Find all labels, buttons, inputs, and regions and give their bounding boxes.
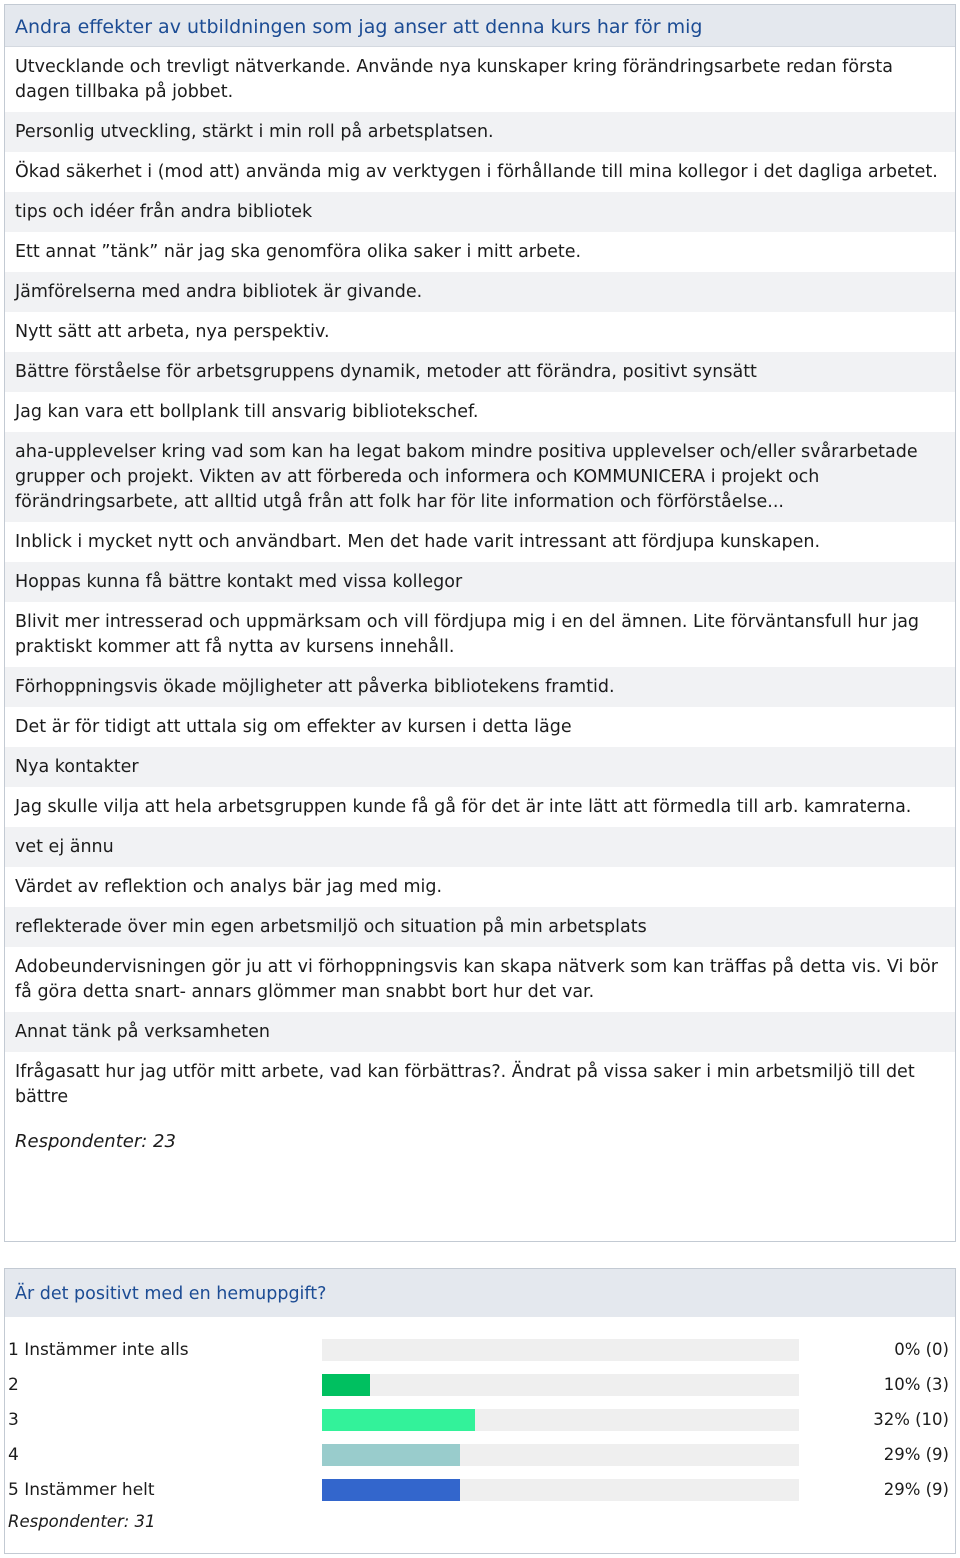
response-row: tips och idéer från andra bibliotek [5,192,955,232]
respondents-count: Respondenter: 23 [15,1131,176,1152]
response-row: reflekterade över min egen arbetsmiljö och situation på min arbetsplats [5,907,955,947]
bar-value-label: 29% (9) [883,1480,949,1499]
bar [322,1479,460,1501]
bar-track [322,1444,799,1466]
response-row: Det är för tidigt att uttala sig om effekter av kursen i detta läge [15,716,572,737]
bar-value-label: 32% (10) [873,1410,949,1429]
response-row: Blivit mer intresserad och uppmärksam och vill fördjupa mig i en del ämnen. Lite förväntansfull hur jag praktiskt kommer att få nytta av kursens innehåll. [15,611,920,657]
effects-header: Andra effekter av utbildningen som jag anser att denna kurs har för mig [5,5,955,47]
chart-panel [4,1268,956,1554]
bar-category-label: 3 [8,1410,19,1430]
response-row: Nya kontakter [5,747,955,787]
response-row: Förhoppningsvis ökade möjligheter att påverka bibliotekens framtid. [5,667,955,707]
bar-row [5,1337,955,1363]
response-row: Inblick i mycket nytt och användbart. Men det hade varit intressant att fördjupa kunskapen. [15,531,821,552]
response-row: Nytt sätt att arbeta, nya perspektiv. [15,321,330,342]
response-row: Jag skulle vilja att hela arbetsgruppen kunde få gå för det är inte lätt att förmedla till arb. kamraterna. [15,796,912,817]
bar [322,1374,370,1396]
response-row: Hoppas kunna få bättre kontakt med vissa kollegor [5,562,955,602]
response-row: aha-upplevelser kring vad som kan ha legat bakom mindre positiva upplevelser och/eller svårarbetade grupper och projekt. Vikten av att förbereda och informera och KOMMUNICERA i projekt och förändringsarbete, att alltid utgå från att folk har för lite information och förförståelse... [5,432,955,522]
chart-respondents-count: Respondenter: 31 [8,1512,156,1531]
effects-panel [4,4,956,1242]
response-list [5,47,955,1117]
response-row: Adobeundervisningen gör ju att vi förhoppningsvis kan skapa nätverk som kan träffas på detta vis. Vi bör få göra detta snart- annars glömmer man snabbt bort hur det var. [15,956,938,1002]
response-row: Bättre förståelse för arbetsgruppens dynamik, metoder att förändra, positivt synsätt [5,352,955,392]
bar-value-label: 29% (9) [883,1445,949,1464]
bar-row [5,1407,955,1433]
response-row: Ifrågasatt hur jag utför mitt arbete, vad kan förbättras?. Ändrat på vissa saker i min arbetsmiljö till det bättre [15,1061,915,1107]
bar-row [5,1442,955,1468]
response-row: Personlig utveckling, stärkt i min roll på arbetsplatsen. [5,112,955,152]
response-row: vet ej ännu [5,827,955,867]
bar-value-label: 10% (3) [883,1375,949,1394]
bar-track [322,1339,799,1361]
response-row: Utvecklande och trevligt nätverkande. Använde nya kunskaper kring förändringsarbete redan första dagen tillbaka på jobbet. [15,56,893,102]
bar-category-label: 1 Instämmer inte alls [8,1340,189,1360]
bar [322,1409,475,1431]
response-row: Jämförelserna med andra bibliotek är givande. [5,272,955,312]
chart-title: Är det positivt med en hemuppgift? [5,1269,955,1317]
bar-category-label: 4 [8,1445,19,1465]
response-row: Jag kan vara ett bollplank till ansvarig bibliotekschef. [15,401,479,422]
response-row: Värdet av reflektion och analys bär jag med mig. [15,876,443,897]
bar-category-label: 5 Instämmer helt [8,1480,155,1500]
bar-track [322,1479,799,1501]
bar-category-label: 2 [8,1375,19,1395]
bar-row [5,1477,955,1503]
bar-track [322,1409,799,1431]
bar-track [322,1374,799,1396]
bar-value-label: 0% (0) [894,1340,949,1359]
response-row: Annat tänk på verksamheten [5,1012,955,1052]
response-row: Ett annat ”tänk” när jag ska genomföra olika saker i mitt arbete. [15,241,582,262]
response-row: Ökad säkerhet i (mod att) använda mig av verktygen i förhållande till mina kollegor i det dagliga arbetet. [15,161,938,182]
bar [322,1444,460,1466]
bar-row [5,1372,955,1398]
